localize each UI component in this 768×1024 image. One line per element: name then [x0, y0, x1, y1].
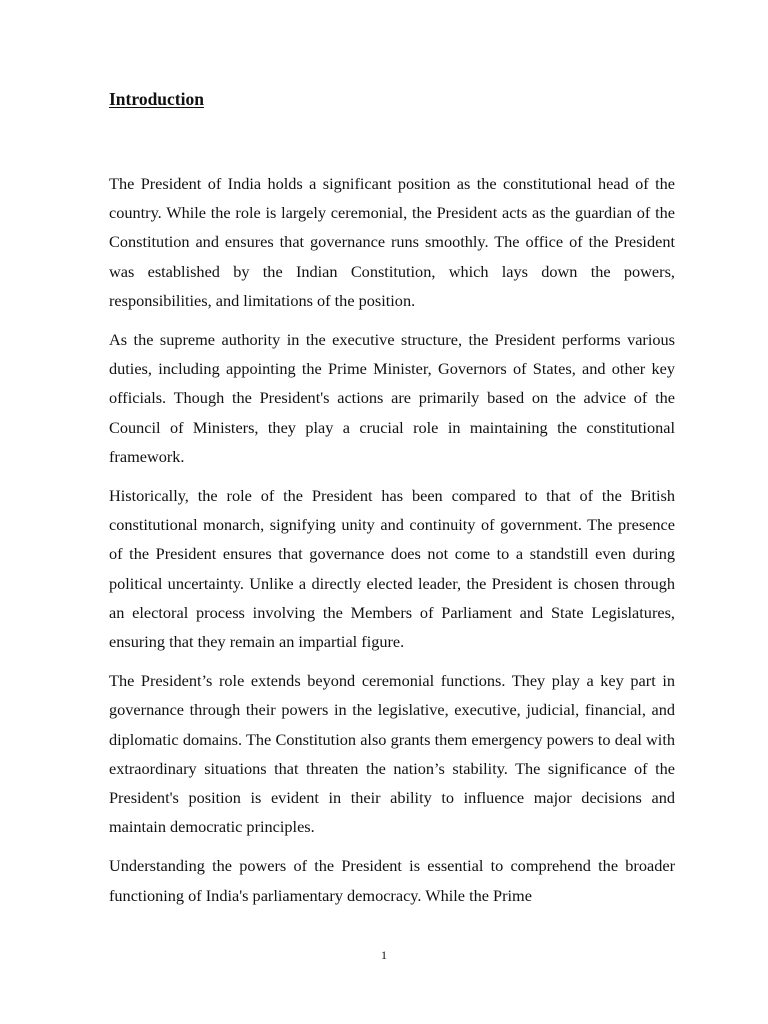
section-heading: Introduction — [109, 89, 204, 109]
paragraph-3: Historically, the role of the President has been compared to that of the British constitutional monarch, signifying unity and continuity of government. The presence of the President ensures that governance does not come to a standstill even during political uncertainty. Unlike a directly elected leader, the President is chosen through an electoral process involving the Members of Parliament and State Legislatures, ensuring that they remain an impartial figure. — [109, 486, 675, 652]
paragraph-5: Understanding the powers of the President is essential to comprehend the broader functioning of India's parliamentary democracy. While the Prime — [109, 856, 675, 905]
page-number: 1 — [381, 948, 387, 962]
paragraph-4: The President’s role extends beyond ceremonial functions. They play a key part in governance through their powers in the legislative, executive, judicial, financial, and diplomatic domains. The Constitution also grants them emergency powers to deal with extraordinary situations that threaten the nation’s stability. The significance of the President's position is evident in their ability to influence major decisions and maintain democratic principles. — [109, 671, 675, 837]
paragraph-1: The President of India holds a significant position as the constitutional head of the country. While the role is largely ceremonial, the President acts as the guardian of the Constitution and ensures that governance runs smoothly. The office of the President was established by the Indian Constitution, which lays down the powers, responsibilities, and limitations of the position. — [109, 174, 675, 310]
paragraph-2: As the supreme authority in the executive structure, the President performs various duties, including appointing the Prime Minister, Governors of States, and other key officials. Though the President's actions are primarily based on the advice of the Council of Ministers, they play a crucial role in maintaining the constitutional framework. — [109, 330, 675, 466]
body-text — [109, 169, 675, 920]
